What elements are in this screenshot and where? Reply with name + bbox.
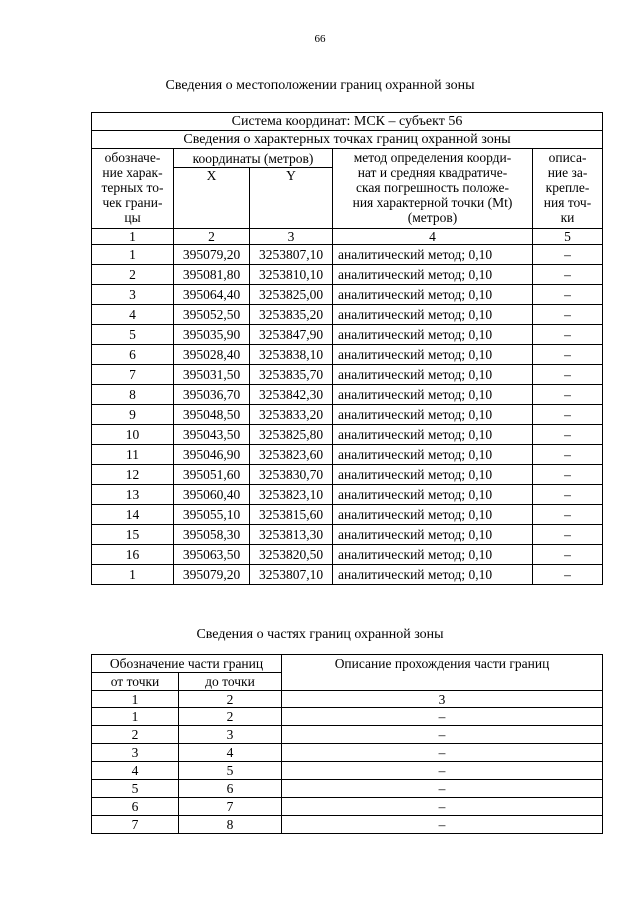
table-row <box>92 265 603 285</box>
cell-point: 10 <box>92 425 174 445</box>
cell-x: 395043,50 <box>174 425 250 445</box>
table-row <box>92 816 603 834</box>
cell-y: 3253810,10 <box>250 265 333 285</box>
cell-y: 3253813,30 <box>250 525 333 545</box>
cell-point: 3 <box>92 285 174 305</box>
header-to-point: до точки <box>179 673 282 691</box>
cell-y: 3253835,70 <box>250 365 333 385</box>
cell-y: 3253815,60 <box>250 505 333 525</box>
cell-y: 3253823,10 <box>250 485 333 505</box>
header-part-description: Описание прохождения части границ <box>282 655 603 691</box>
table-row <box>92 708 603 726</box>
table-row <box>92 345 603 365</box>
column-number: 5 <box>533 229 603 245</box>
cell-point: 4 <box>92 305 174 325</box>
cell-description: – <box>533 285 603 305</box>
table-row <box>92 445 603 465</box>
cell-y: 3253820,50 <box>250 545 333 565</box>
cell-point: 14 <box>92 505 174 525</box>
column-number: 1 <box>92 229 174 245</box>
cell-from-point: 2 <box>92 726 179 744</box>
cell-y: 3253847,90 <box>250 325 333 345</box>
cell-y: 3253835,20 <box>250 305 333 325</box>
cell-to-point: 3 <box>179 726 282 744</box>
table-row <box>92 485 603 505</box>
header-part-designation: Обозначение части границ <box>92 655 282 673</box>
cell-description: – <box>533 365 603 385</box>
coord-system-header: Система координат: МСК – субъект 56 <box>92 113 603 131</box>
cell-x: 395035,90 <box>174 325 250 345</box>
header-x: X <box>174 168 250 229</box>
cell-method: аналитический метод; 0,10 <box>333 245 533 265</box>
cell-x: 395064,40 <box>174 285 250 305</box>
column-number: 1 <box>92 691 179 708</box>
boundary-parts-table <box>91 654 603 834</box>
cell-part-description: – <box>282 726 603 744</box>
cell-description: – <box>533 245 603 265</box>
cell-point: 13 <box>92 485 174 505</box>
cell-description: – <box>533 485 603 505</box>
header-point-designation: обозначе- ние харак- терных то- чек грани- цы <box>92 149 174 229</box>
table-row <box>92 325 603 345</box>
header-coordinates: координаты (метров) <box>174 149 333 168</box>
cell-from-point: 6 <box>92 798 179 816</box>
cell-x: 395046,90 <box>174 445 250 465</box>
cell-part-description: – <box>282 744 603 762</box>
cell-y: 3253807,10 <box>250 565 333 585</box>
cell-description: – <box>533 525 603 545</box>
cell-x: 395079,20 <box>174 565 250 585</box>
cell-y: 3253807,10 <box>250 245 333 265</box>
cell-x: 395081,80 <box>174 265 250 285</box>
cell-x: 395036,70 <box>174 385 250 405</box>
table-row <box>92 565 603 585</box>
cell-point: 15 <box>92 525 174 545</box>
cell-description: – <box>533 425 603 445</box>
cell-to-point: 8 <box>179 816 282 834</box>
cell-x: 395079,20 <box>174 245 250 265</box>
cell-point: 9 <box>92 405 174 425</box>
cell-from-point: 5 <box>92 780 179 798</box>
cell-part-description: – <box>282 708 603 726</box>
cell-description: – <box>533 545 603 565</box>
cell-point: 1 <box>92 565 174 585</box>
header-y: Y <box>250 168 333 229</box>
cell-description: – <box>533 505 603 525</box>
cell-from-point: 7 <box>92 816 179 834</box>
column-number: 2 <box>179 691 282 708</box>
cell-method: аналитический метод; 0,10 <box>333 425 533 445</box>
cell-point: 6 <box>92 345 174 365</box>
cell-y: 3253842,30 <box>250 385 333 405</box>
table-row <box>92 285 603 305</box>
column-number: 3 <box>250 229 333 245</box>
table-row <box>92 385 603 405</box>
cell-point: 8 <box>92 385 174 405</box>
cell-point: 2 <box>92 265 174 285</box>
header-method: метод определения коорди- нат и средняя квадратиче- ская погрешность положе- ния характерной точки (Mt) (метров) <box>333 149 533 229</box>
cell-y: 3253833,20 <box>250 405 333 425</box>
cell-x: 395048,50 <box>174 405 250 425</box>
cell-to-point: 2 <box>179 708 282 726</box>
cell-method: аналитический метод; 0,10 <box>333 505 533 525</box>
cell-method: аналитический метод; 0,10 <box>333 525 533 545</box>
section-title-parts: Сведения о частях границ охранной зоны <box>196 627 444 642</box>
table-row <box>92 525 603 545</box>
table-row <box>92 425 603 445</box>
cell-description: – <box>533 385 603 405</box>
cell-method: аналитический метод; 0,10 <box>333 465 533 485</box>
cell-y: 3253825,80 <box>250 425 333 445</box>
cell-part-description: – <box>282 816 603 834</box>
cell-method: аналитический метод; 0,10 <box>333 385 533 405</box>
cell-x: 395063,50 <box>174 545 250 565</box>
section-title-boundaries: Сведения о местоположении границ охранной зоны <box>165 78 475 93</box>
header-from-point: от точки <box>92 673 179 691</box>
cell-method: аналитический метод; 0,10 <box>333 485 533 505</box>
cell-method: аналитический метод; 0,10 <box>333 405 533 425</box>
table-row <box>92 744 603 762</box>
table-row <box>92 762 603 780</box>
table-row <box>92 780 603 798</box>
table-row <box>92 305 603 325</box>
cell-method: аналитический метод; 0,10 <box>333 325 533 345</box>
cell-method: аналитический метод; 0,10 <box>333 545 533 565</box>
cell-description: – <box>533 345 603 365</box>
cell-method: аналитический метод; 0,10 <box>333 365 533 385</box>
cell-method: аналитический метод; 0,10 <box>333 305 533 325</box>
table-row <box>92 365 603 385</box>
cell-description: – <box>533 325 603 345</box>
cell-method: аналитический метод; 0,10 <box>333 285 533 305</box>
cell-description: – <box>533 465 603 485</box>
cell-to-point: 7 <box>179 798 282 816</box>
cell-x: 395051,60 <box>174 465 250 485</box>
cell-description: – <box>533 565 603 585</box>
table-row <box>92 465 603 485</box>
cell-description: – <box>533 405 603 425</box>
cell-method: аналитический метод; 0,10 <box>333 265 533 285</box>
column-number: 4 <box>333 229 533 245</box>
table-subtitle: Сведения о характерных точках границ охранной зоны <box>92 131 603 149</box>
cell-from-point: 1 <box>92 708 179 726</box>
cell-x: 395058,30 <box>174 525 250 545</box>
cell-x: 395052,50 <box>174 305 250 325</box>
table-row <box>92 405 603 425</box>
cell-part-description: – <box>282 798 603 816</box>
cell-x: 395055,10 <box>174 505 250 525</box>
cell-point: 16 <box>92 545 174 565</box>
cell-y: 3253823,60 <box>250 445 333 465</box>
table-row <box>92 245 603 265</box>
table-row <box>92 505 603 525</box>
cell-part-description: – <box>282 762 603 780</box>
cell-x: 395060,40 <box>174 485 250 505</box>
column-number: 3 <box>282 691 603 708</box>
cell-point: 7 <box>92 365 174 385</box>
cell-method: аналитический метод; 0,10 <box>333 345 533 365</box>
cell-point: 1 <box>92 245 174 265</box>
cell-to-point: 5 <box>179 762 282 780</box>
cell-y: 3253830,70 <box>250 465 333 485</box>
cell-part-description: – <box>282 780 603 798</box>
cell-point: 5 <box>92 325 174 345</box>
cell-x: 395031,50 <box>174 365 250 385</box>
cell-to-point: 6 <box>179 780 282 798</box>
cell-point: 11 <box>92 445 174 465</box>
table-row <box>92 545 603 565</box>
column-number: 2 <box>174 229 250 245</box>
cell-to-point: 4 <box>179 744 282 762</box>
cell-from-point: 4 <box>92 762 179 780</box>
table-row <box>92 798 603 816</box>
cell-y: 3253838,10 <box>250 345 333 365</box>
cell-from-point: 3 <box>92 744 179 762</box>
cell-point: 12 <box>92 465 174 485</box>
page-number: 66 <box>314 33 326 45</box>
header-description: описа- ние за- крепле- ния точ- ки <box>533 149 603 229</box>
cell-description: – <box>533 305 603 325</box>
cell-y: 3253825,00 <box>250 285 333 305</box>
cell-x: 395028,40 <box>174 345 250 365</box>
cell-method: аналитический метод; 0,10 <box>333 445 533 465</box>
table-row <box>92 726 603 744</box>
cell-description: – <box>533 265 603 285</box>
boundary-points-table <box>91 112 603 585</box>
cell-method: аналитический метод; 0,10 <box>333 565 533 585</box>
cell-description: – <box>533 445 603 465</box>
